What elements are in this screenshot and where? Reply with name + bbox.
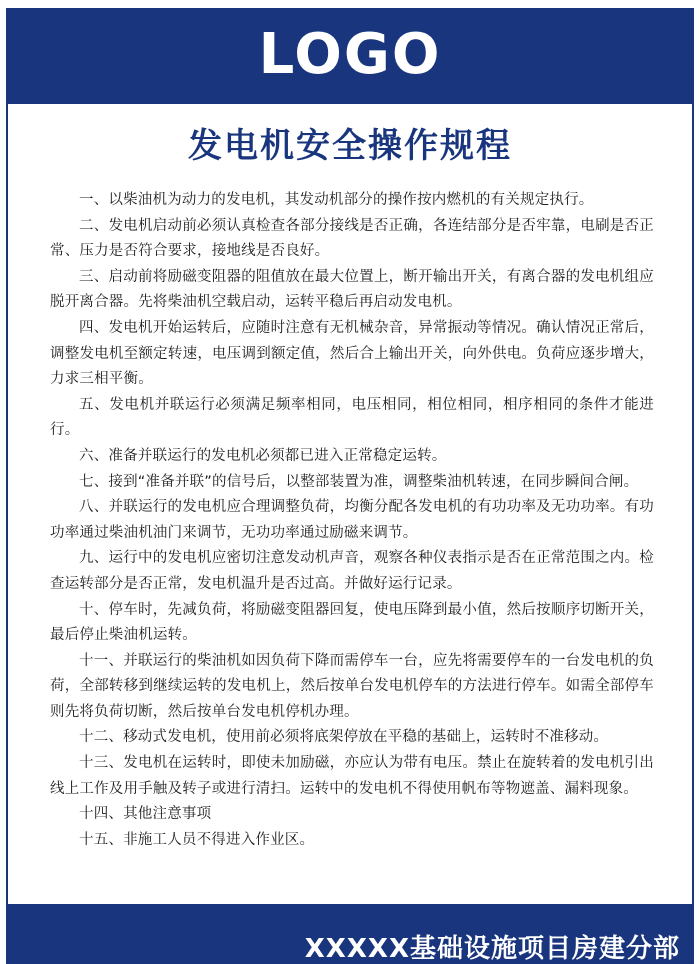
logo: LOGO <box>258 21 442 87</box>
regulation-item-9: 九、运行中的发电机应密切注意发动机声音，观察各种仪表指示是否在正常范围之内。检查运转部分是否正常，发电机温升是否过高。并做好运行记录。 <box>50 550 654 592</box>
regulation-item-10: 十、停车时，先减负荷，将励磁变阻器回复，使电压降到最小值，然后按顺序切断开关，最后停止柴油机运转。 <box>50 601 654 644</box>
regulations-body <box>50 188 654 853</box>
regulation-item-6: 六、准备并联运行的发电机必须都已进入正常稳定运转。 <box>79 447 447 464</box>
regulation-item-13: 十三、发电机在运转时，即使未加励磁，亦应认为带有电压。禁止在旋转着的发电机引出线上工作及用手触及转子或进行清扫。运转中的发电机不得使用帆布等物遮盖、漏料现象。 <box>50 755 654 797</box>
left-border <box>6 104 8 904</box>
regulation-item-14: 十四、其他注意事项 <box>79 806 212 823</box>
regulation-item-8: 八、并联运行的发电机应合理调整负荷，均衡分配各发电机的有功功率及无功功率。有功功率通过柴油机油门来调节，无功功率通过励磁来调节。 <box>50 499 654 541</box>
regulation-item-3: 三、启动前将励磁变阻器的阻值放在最大位置上，断开输出开关，有离合器的发电机组应脱开离合器。先将柴油机空载启动，运转平稳后再启动发电机。 <box>50 268 654 311</box>
header-band <box>6 8 694 104</box>
regulation-item-15: 十五、非施工人员不得进入作业区。 <box>79 831 315 848</box>
page-title: 发电机安全操作规程 <box>188 126 512 166</box>
regulation-item-5: 五、发电机并联运行必须满足频率相同，电压相同，相位相同，相序相同的条件才能进行。 <box>50 396 654 439</box>
regulation-item-11: 十一、并联运行的柴油机如因负荷下降而需停车一台，应先将需要停车的一台发电机的负荷，全部转移到继续运转的发电机上，然后按单台发电机停车的方法进行停车。如需全部停车则先将负荷切断，然后按单台发电机停机办理。 <box>50 652 654 720</box>
footer-band <box>6 904 694 964</box>
right-border <box>692 104 694 904</box>
regulation-item-12: 十二、移动式发电机，使用前必须将底架停放在平稳的基础上，运转时不准移动。 <box>79 729 609 746</box>
organization-name: XXXXX基础设施项目房建分部 <box>304 934 680 964</box>
regulation-item-7: 七、接到“准备并联”的信号后，以整部装置为准，调整柴油机转速，在同步瞬间合闸。 <box>79 473 639 490</box>
regulation-item-2: 二、发电机启动前必须认真检查各部分接线是否正确，各连结部分是否牢靠，电刷是否正常、压力是否符合要求，接地线是否良好。 <box>50 217 654 260</box>
regulation-item-4: 四、发电机开始运转后，应随时注意有无机械杂音，异常振动等情况。确认情况正常后，调整发电机至额定转速，电压调到额定值，然后合上输出开关，向外供电。负荷应逐步增大，力求三相平衡。 <box>50 319 654 388</box>
regulation-item-1: 一、以柴油机为动力的发电机，其发动机部分的操作按内燃机的有关规定执行。 <box>79 192 594 208</box>
